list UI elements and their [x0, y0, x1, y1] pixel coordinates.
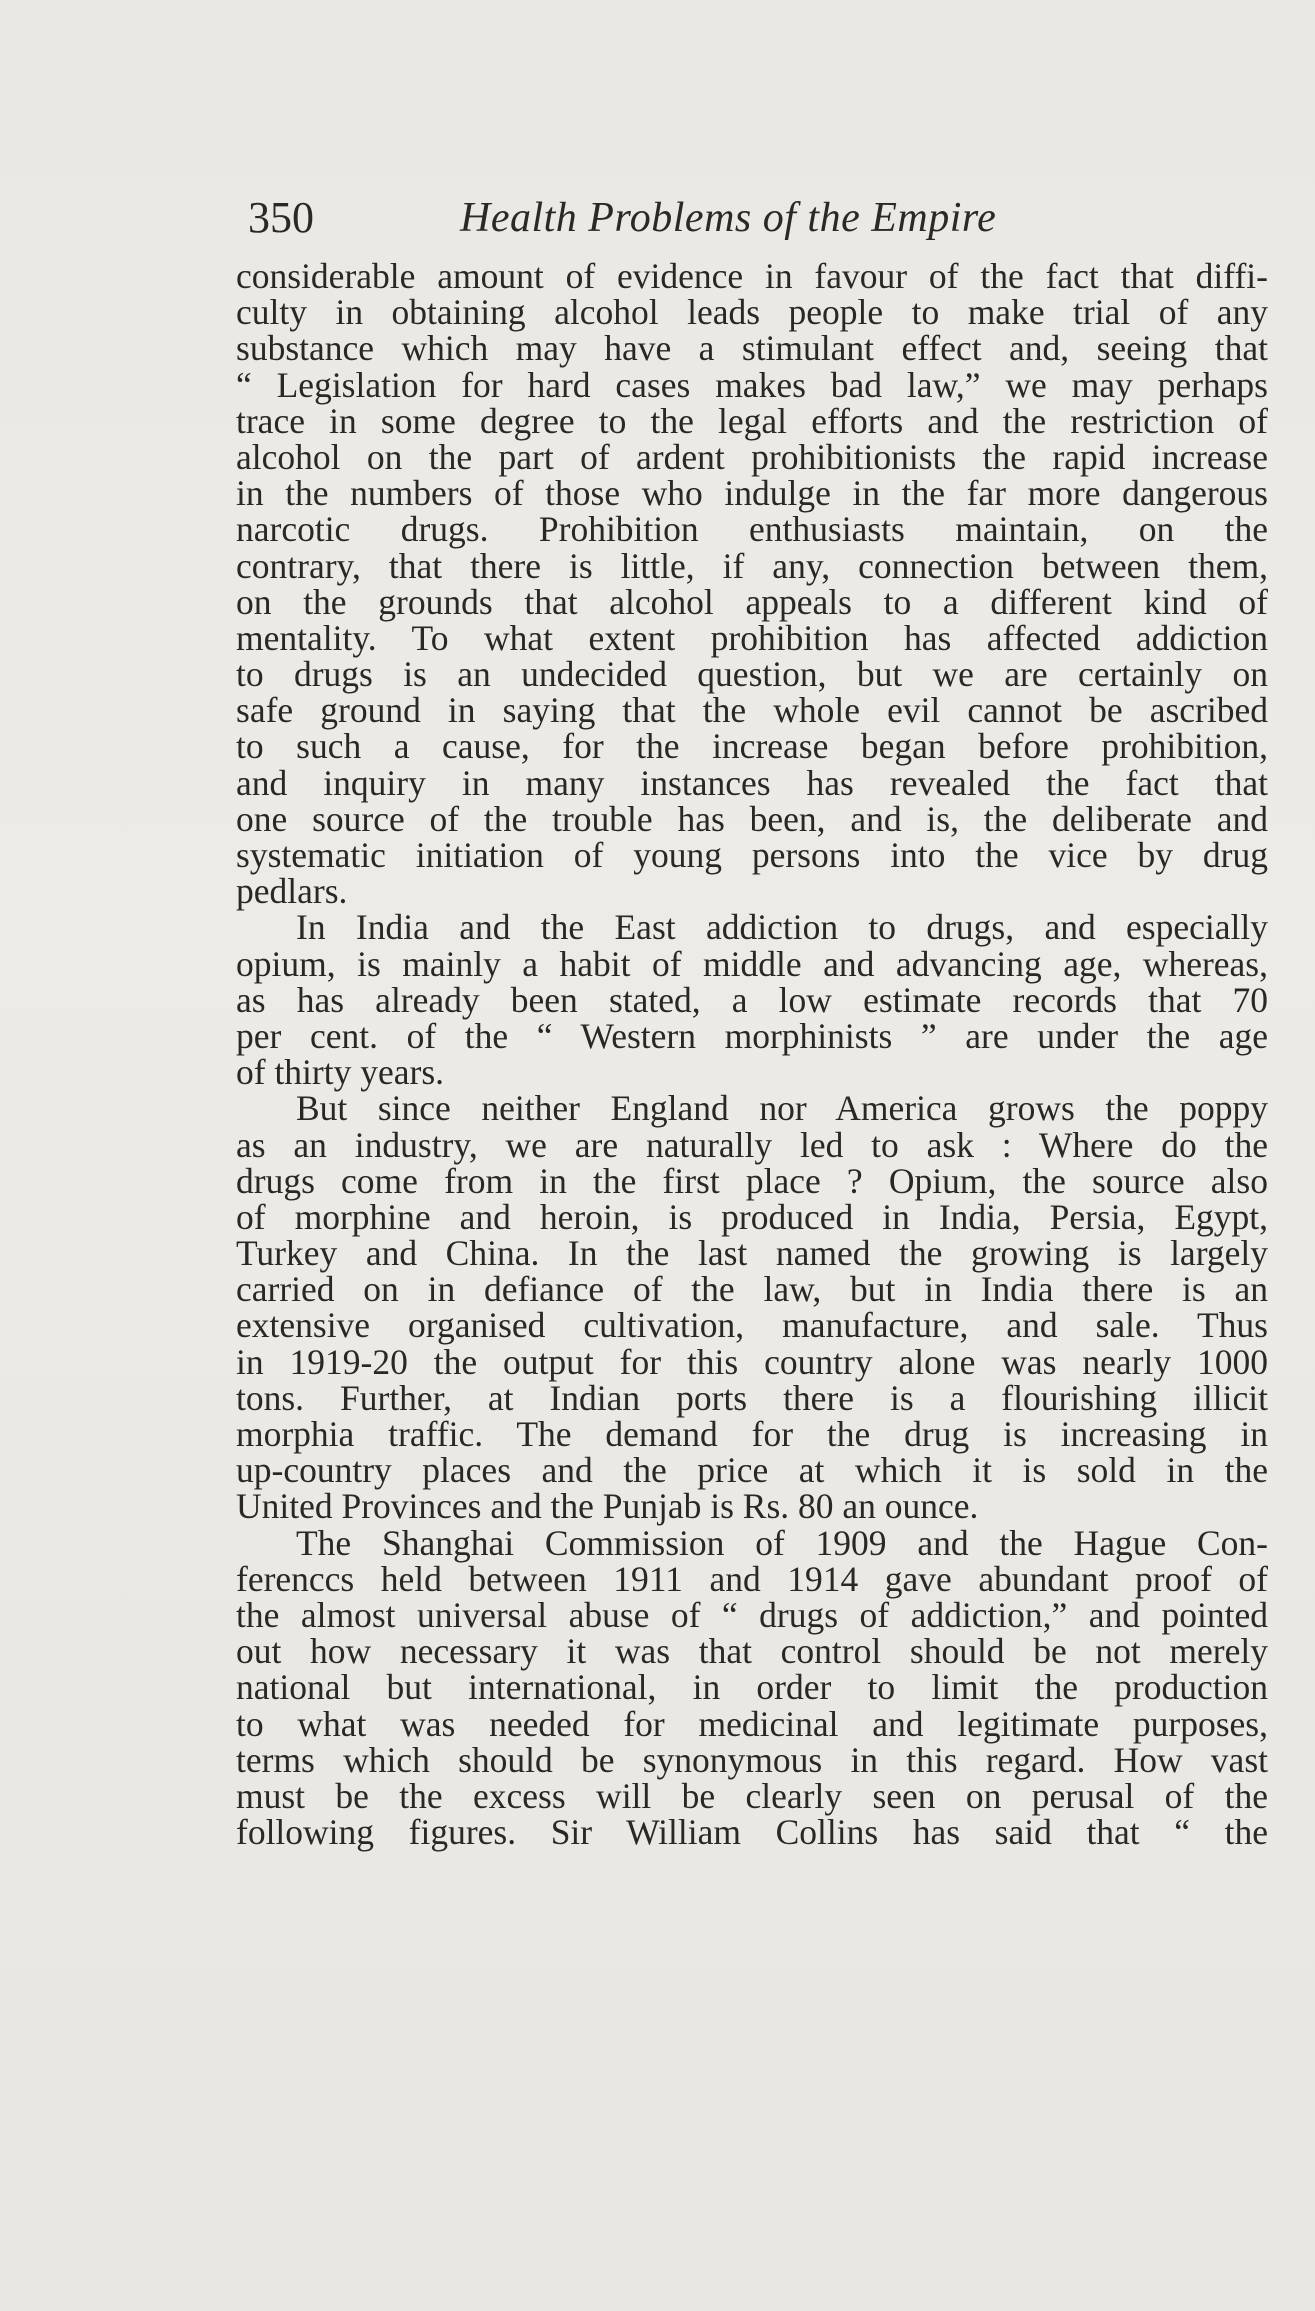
text-line: of morphine and heroin, is produced in India, Persia, Egypt,: [236, 1196, 1268, 1237]
text-line: the almost universal abuse of “ drugs of addiction,” and pointed: [236, 1594, 1268, 1635]
text-line: substance which may have a stimulant effect and, seeing that: [236, 328, 1268, 369]
paragraph: [236, 907, 1268, 1093]
paragraph: [236, 256, 1268, 912]
paragraph: [236, 1088, 1268, 1527]
text-line: “ Legislation for hard cases makes bad law,” we may perhaps: [236, 364, 1268, 405]
text-line: in the numbers of those who indulge in the far more dangerous: [236, 473, 1268, 514]
text-line: carried on in defiance of the law, but in India there is an: [236, 1269, 1268, 1310]
text-line: must be the excess will be clearly seen on perusal of the: [236, 1775, 1268, 1816]
text-line: on the grounds that alcohol appeals to a different kind of: [236, 581, 1268, 622]
text-line: up-country places and the price at which it is sold in the: [236, 1450, 1268, 1491]
text-line: In India and the East addiction to drugs, and especially: [296, 907, 1268, 948]
text-line: mentality. To what extent prohibition has affected addiction: [236, 617, 1268, 658]
text-line: Turkey and China. In the last named the growing is largely: [236, 1233, 1268, 1274]
text-line: as has already been stated, a low estimate records that 70: [236, 979, 1268, 1020]
text-line: extensive organised cultivation, manufacture, and sale. Thus: [236, 1305, 1268, 1346]
text-line: to drugs is an undecided question, but we are certainly on: [236, 654, 1268, 695]
text-line: national but international, in order to limit the production: [236, 1667, 1268, 1708]
text-line: culty in obtaining alcohol leads people to make trial of any: [236, 292, 1268, 333]
text-line: pedlars.: [236, 871, 348, 912]
text-line: and inquiry in many instances has revealed the fact that: [236, 762, 1268, 803]
text-line: morphia traffic. The demand for the drug is increasing in: [236, 1414, 1268, 1454]
running-head: [248, 188, 1098, 248]
text-line: systematic initiation of young persons into the vice by drug: [236, 835, 1268, 875]
text-line: The Shanghai Commission of 1909 and the Hague Con-: [296, 1522, 1268, 1563]
paragraph: [236, 1522, 1268, 1853]
running-title: Health Problems of the Empire: [460, 195, 997, 241]
text-line: out how necessary it was that control should be not merely: [236, 1631, 1268, 1672]
text-line: of thirty years.: [236, 1052, 445, 1093]
text-line: drugs come from in the first place ? Opium, the source also: [236, 1160, 1268, 1201]
text-line: one source of the trouble has been, and is, the deliberate and: [236, 798, 1268, 839]
text-line: tons. Further, at Indian ports there is a flourishing illicit: [236, 1377, 1268, 1418]
text-line: trace in some degree to the legal efforts and the restriction of: [236, 400, 1268, 441]
page-number: 350: [248, 193, 314, 242]
body-text: [236, 256, 1268, 1853]
text-line: narcotic drugs. Prohibition enthusiasts maintain, on the: [236, 509, 1268, 550]
text-line: in 1919-20 the output for this country alone was nearly 1000: [236, 1341, 1268, 1382]
text-line: contrary, that there is little, if any, connection between them,: [236, 545, 1268, 586]
text-line: ferencсs held between 1911 and 1914 gave abundant proof of: [236, 1558, 1268, 1599]
text-line: following figures. Sir William Collins has said that “ the: [236, 1812, 1268, 1853]
text-line: as an industry, we are naturally led to ask : Where do the: [236, 1124, 1268, 1165]
text-line: But since neither England nor America grows the poppy: [296, 1088, 1268, 1129]
text-line: to such a cause, for the increase began before prohibition,: [236, 726, 1268, 767]
text-line: terms which should be synonymous in this regard. How vast: [236, 1739, 1268, 1780]
text-line: United Provinces and the Punjab is Rs. 80 an ounce.: [236, 1486, 979, 1527]
text-line: opium, is mainly a habit of middle and advancing age, whereas,: [236, 943, 1268, 984]
text-line: safe ground in saying that the whole evil cannot be ascribed: [236, 690, 1268, 731]
text-line: to what was needed for medicinal and legitimate purposes,: [236, 1703, 1268, 1744]
text-line: alcohol on the part of ardent prohibitionists the rapid increase: [236, 436, 1268, 477]
text-line: considerable amount of evidence in favour of the fact that diffi-: [236, 256, 1268, 296]
text-line: per cent. of the “ Western morphinists ” are under the age: [236, 1015, 1268, 1056]
